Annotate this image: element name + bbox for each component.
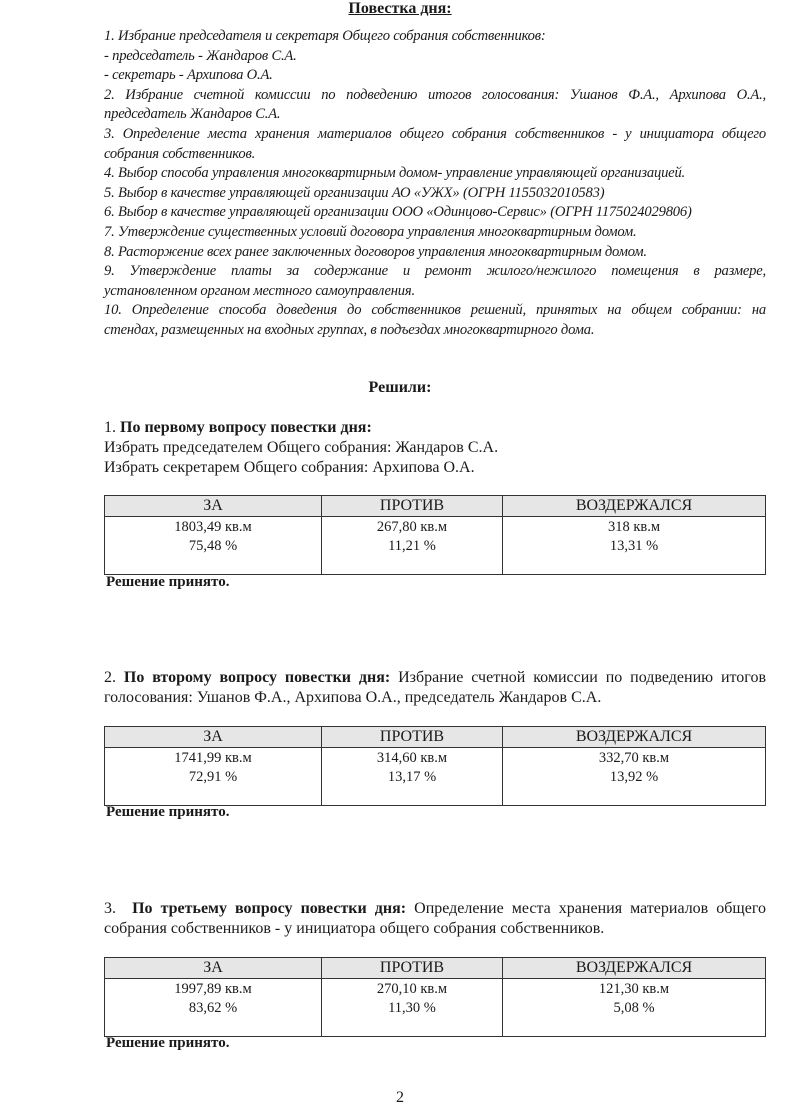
header-against: ПРОТИВ xyxy=(322,727,503,748)
decision-result: Решение принято. xyxy=(106,804,230,820)
agenda-line: 3. Определение места хранения материалов общего собрания собственников - у инициатора общего xyxy=(104,125,766,142)
agenda-line: собрания собственников. xyxy=(104,145,256,162)
vote-area: 314,60 кв.м xyxy=(376,750,448,766)
vote-percent: 11,21 % xyxy=(388,538,436,554)
vote-percent: 11,30 % xyxy=(388,1000,436,1016)
agenda-line: 1. Избрание председателя и секретаря Общего собрания собственников: xyxy=(104,28,546,44)
cell-abstained xyxy=(503,517,766,575)
vote-area: 332,70 кв.м xyxy=(598,750,670,766)
header-against: ПРОТИВ xyxy=(322,958,503,979)
section-heading: По третьему вопросу повестки дня: xyxy=(132,900,407,917)
section-2 xyxy=(104,668,766,708)
decision-result: Решение принято. xyxy=(106,1035,230,1051)
vote-area: 318 кв.м xyxy=(607,519,661,535)
vote-percent: 13,31 % xyxy=(609,538,659,554)
agenda-line: стендах, размещенных на входных группах, в подъездах многоквартирного дома. xyxy=(104,321,595,338)
section-number: 3. xyxy=(104,900,116,917)
cell-against xyxy=(322,517,503,575)
agenda-line: 5. Выбор в качестве управляющей организации АО «УЖХ» (ОГРН 1155032010583) xyxy=(104,184,605,201)
cell-abstained xyxy=(503,979,766,1037)
vote-table-3 xyxy=(104,957,766,1037)
agenda-title: Повестка дня: xyxy=(348,0,452,17)
vote-area: 270,10 кв.м xyxy=(376,981,448,997)
vote-percent: 75,48 % xyxy=(188,538,238,554)
vote-percent: 13,92 % xyxy=(609,769,659,785)
agenda-line: 2. Избрание счетной комиссии по подведению итогов голосования: Ушанов Ф.А., Архипова О.А., xyxy=(104,86,766,103)
vote-area: 121,30 кв.м xyxy=(598,981,670,997)
page-number: 2 xyxy=(396,1089,404,1106)
section-text-line: Избрать председателем Общего собрания: Жандаров С.А. xyxy=(104,439,499,456)
decided-title: Решили: xyxy=(368,379,432,396)
agenda-line: 6. Выбор в качестве управляющей организации ООО «Одинцово-Сервис» (ОГРН 1175024029806) xyxy=(104,204,692,221)
section-heading: По второму вопросу повестки дня: xyxy=(123,669,391,686)
vote-percent: 13,17 % xyxy=(387,769,437,785)
agenda-line: - председатель - Жандаров С.А. xyxy=(104,47,297,64)
vote-percent: 5,08 % xyxy=(613,1000,655,1016)
header-for: ЗА xyxy=(105,958,322,979)
vote-table-2 xyxy=(104,726,766,806)
vote-percent: 83,62 % xyxy=(188,1000,238,1016)
section-text: Определение места хранения материалов общего собрания собственников - у инициатора общего собрания собственников. xyxy=(104,900,767,937)
cell-for xyxy=(105,979,322,1037)
agenda-list xyxy=(104,27,766,341)
decision-result: Решение принято. xyxy=(106,574,230,590)
cell-against xyxy=(322,979,503,1037)
agenda-line: установленном органом местного самоуправления. xyxy=(104,282,415,299)
vote-area: 1741,99 кв.м xyxy=(174,750,252,766)
section-3 xyxy=(104,899,766,939)
agenda-line: председатель Жандаров С.А. xyxy=(104,106,281,123)
header-for: ЗА xyxy=(105,727,322,748)
cell-abstained xyxy=(503,748,766,806)
section-text-line: Избрать секретарем Общего собрания: Архипова О.А. xyxy=(104,459,475,476)
vote-area: 1997,89 кв.м xyxy=(174,981,252,997)
vote-percent: 72,91 % xyxy=(188,769,238,785)
section-text: Избрание счетной комиссии по подведению итогов голосования: Ушанов Ф.А., Архипова О.А., председатель Жандаров С.А. xyxy=(104,669,767,706)
agenda-line: 4. Выбор способа управления многоквартирным домом- управление управляющей организацией. xyxy=(104,165,685,182)
cell-against xyxy=(322,748,503,806)
section-heading: По первому вопросу повестки дня: xyxy=(120,419,372,436)
vote-table-1 xyxy=(104,495,766,575)
header-abstained: ВОЗДЕРЖАЛСЯ xyxy=(503,727,766,748)
section-number: 1. xyxy=(104,419,116,436)
header-abstained: ВОЗДЕРЖАЛСЯ xyxy=(503,496,766,517)
header-for: ЗА xyxy=(105,496,322,517)
vote-area: 267,80 кв.м xyxy=(376,519,448,535)
section-number: 2. xyxy=(104,669,116,686)
section-1 xyxy=(104,418,766,478)
agenda-line: 8. Расторжение всех ранее заключенных договоров управления многоквартирным домом. xyxy=(104,243,647,260)
header-against: ПРОТИВ xyxy=(322,496,503,517)
cell-for xyxy=(105,517,322,575)
cell-for xyxy=(105,748,322,806)
vote-area: 1803,49 кв.м xyxy=(174,519,252,535)
agenda-line: 10. Определение способа доведения до собственников решений, принятых на общем собрании: на xyxy=(104,302,766,319)
agenda-line: 7. Утверждение существенных условий договора управления многоквартирным домом. xyxy=(104,223,637,240)
agenda-line: - секретарь - Архипова О.А. xyxy=(104,67,273,84)
agenda-line: 9. Утверждение платы за содержание и ремонт жилого/нежилого помещения в размере, xyxy=(104,263,766,280)
header-abstained: ВОЗДЕРЖАЛСЯ xyxy=(503,958,766,979)
